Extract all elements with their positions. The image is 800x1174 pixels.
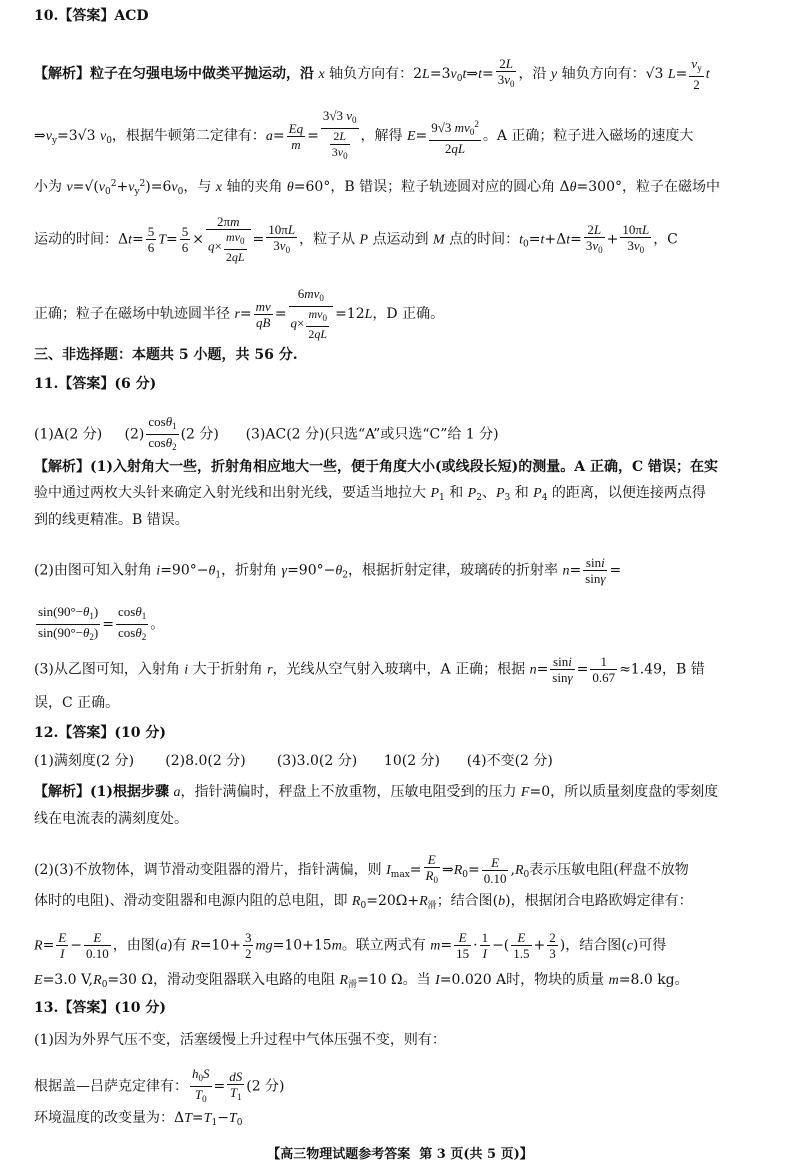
q12-para3: R= $\frac{E}{I}$ − $\frac{E}{0.10}$ ，由图(a)有 R=10+ $\frac{3}{2}$ mg=10+15m。联立两式有 m= $\frac{E}{15}$ · $\frac{1}{I}$ −( $\frac{E}{1.5}$ + $\frac{2}{3}$ )，结合图(c)可得 (34, 930, 667, 961)
q13-line-3: 环境温度的改变量为：$\Delta T=T_1-T_0$ (34, 1110, 243, 1128)
q11-para1-c: 到的线更精准。B 错误。 (34, 512, 189, 528)
q10-line-1: 【解析】粒子在匀强电场中做类平抛运动，沿 x 轴负方向有：$2L=3v_0t\Rightarrow t=$ $\frac{2L}{3v_0}$ ，沿 y 轴负方向有：√3 L= $\frac{v_y}{2}$ t (34, 56, 710, 92)
q12-answers-line: (1)满刻度(2 分) (2)8.0(2 分) (3)3.0(2 分) 10(2 分) (4)不变(2 分) (34, 753, 553, 769)
q10-line-3: 小为 $v=√(v_0^2+v_y^2)=6v_0$，与 x 轴的夹角 θ=60°，B 错误；粒子轨迹圆对应的圆心角 Δθ=300°，粒子在磁场中 (34, 179, 720, 197)
q11-para1-a: 【解析】(1)入射角大一些，折射角相应地大一些，便于角度大小(或线段长短)的测量。A 正确，C 错误；在实 (34, 459, 718, 475)
q10-answer: 10.【答案】ACD (34, 8, 149, 24)
q13-answer: 13.【答案】(10 分) (34, 1000, 166, 1016)
q11-para1-b: 验中通过两枚大头针来确定入射光线和出射光线，要适当地拉大 $P_1$ 和 $P_2$、$P_3$ 和 $P_4$ 的距离，以便连接两点得 (34, 485, 706, 503)
q10-line-5: 正确；粒子在磁场中轨迹圆半径 r= $\frac{mv}{qB}$ = $6mv_0$ q× $\frac{mv_0}{2qL}$ =12L，D 正确。 (34, 286, 445, 341)
q12-answer: 12.【答案】(10 分) (34, 725, 166, 741)
q12-para4: E=3.0 $V,R_0=30$ Ω，滑动变阻器联入电路的电阻 $R_滑=10$ Ω。当 I=0.020 A时，物块的质量 m=8.0 kg。 (34, 972, 689, 990)
footer-title: 【高三物理试题参考答案 (267, 1147, 411, 1162)
footer-page-number: 第 3 页(共 5 页)】 (419, 1147, 533, 1162)
q11-para2-b: $\frac{\sin(90^\circ-\theta_1)}{\sin(90^\circ-\theta_2)}$ = $\frac{\cos\theta_1}{\cos\theta_2}$ 。 (34, 604, 770, 645)
q10-line-4: 运动的时间：Δt= $\frac{5}{6}$ T= $\frac{5}{6}$ × 2πm q× $\frac{mv_0}{2qL}$ = $\frac{10\pi L}{3v_0}$ ，粒子从 P 点运动到 M 点的时间：$t_0=t+\Delta t=$ $\frac{2L}{3v_0}$ + $\frac{10\pi L}{3v_0}$ ，C (34, 214, 678, 264)
q12-para1-a: 【解析】(1)根据步骤 a，指针满偏时，秤盘上不放重物，压敏电阻受到的压力 F=0，所以质量刻度盘的零刻度 (34, 784, 719, 800)
q13-line-2: 根据盖—吕萨克定律有： $\frac{h_0S}{T_0}$ = $\frac{dS}{T_1}$ (2 分) (34, 1066, 770, 1107)
q10-line-2: $\Rightarrow v_y=3√3$ $v_0$，根据牛顿第二定律有：a= $\frac{Eq}{m}$ = $\frac{3√3 v_0}{\frac{2L}{3v_0}}$ ，解得 E= $\frac{9√3 mv_0^2}{2qL}$ 。A 正确；粒子进入磁场的速度大 (34, 108, 770, 164)
q11-answer: 11.【答案】(6 分) (34, 376, 157, 392)
page-footer (0, 1143, 800, 1162)
q12-para1-b: 线在电流表的满刻度处。 (34, 811, 188, 827)
q12-para2-b: 体时的电阻)、滑动变阻器和电源内阻的总电阻，即 $R_0=20\Omega+R_滑$；结合图(b)，根据闭合电路欧姆定律有： (34, 893, 693, 911)
section-heading: 三、非选择题：本题共 5 小题，共 56 分. (34, 347, 298, 363)
q11-para3-b: 误，C 正确。 (34, 695, 120, 711)
q12-para2-a: (2)(3)不放物体，调节滑动变阻器的滑片，指针满偏，则 $I_{max}=$ $\frac{E}{R_0}$ $\Rightarrow R_0=$ $\frac{E}{0.10}$ $,R_0$表示压敏电阻(秤盘不放物 (34, 852, 770, 888)
q11-answers-line: (1)A(2 分) (2) $\frac{\cos\theta_1}{\cos\theta_2}$ (2 分) (3)AC(2 分)(只选“A”或只选“C”给 1 分) (34, 414, 770, 455)
q11-para2-a: (2)由图可知入射角 $i=90^\circ-\theta_1$，折射角 $\gamma=90^\circ-\theta_2$，根据折射定律，玻璃砖的折射率 n= $\frac{\sin i}{\sin\gamma}$ = (34, 555, 622, 586)
q11-para3-a: (3)从乙图可知，入射角 i 大于折射角 r，光线从空气射入玻璃中，A 正确；根据 n= $\frac{\sin i}{\sin\gamma}$ = $\frac{1}{0.67}$ ≈1.49，B 错 (34, 654, 705, 685)
q13-line-1: (1)因为外界气压不变，活塞缓慢上升过程中气体压强不变，则有： (34, 1032, 446, 1048)
